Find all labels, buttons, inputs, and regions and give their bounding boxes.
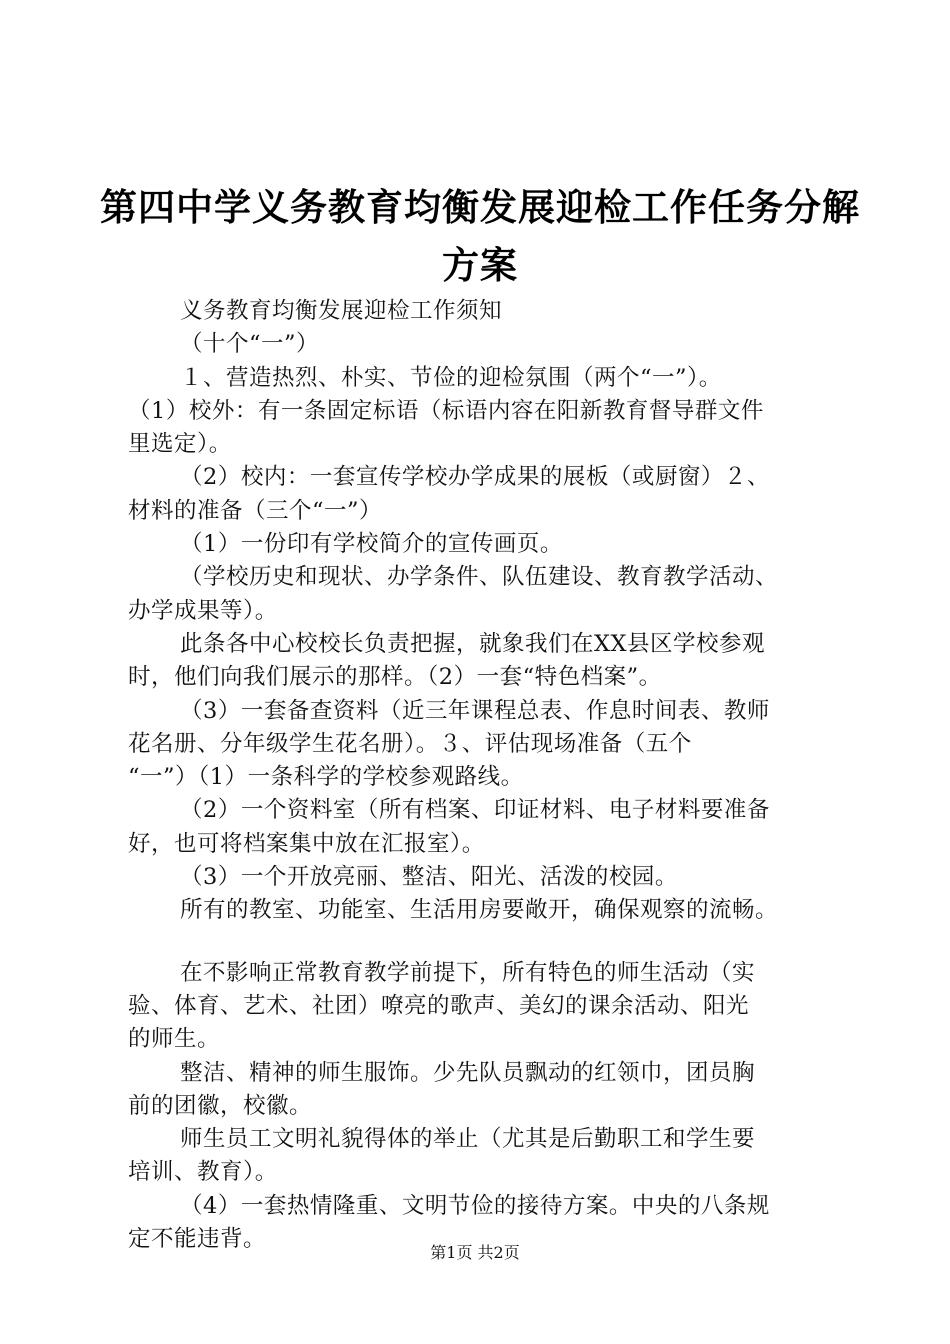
body-line: （2）一个资料室（所有档案、印证材料、电子材料要准备 (180, 797, 770, 824)
body-line: 时，他们向我们展示的那样。（2）一套“特色档案”。 (128, 664, 662, 691)
body-line: （1）一份印有学校简介的宣传画页。 (180, 531, 563, 558)
body-line: （2）校内：一套宣传学校办学成果的展板（或厨窗）２、 (180, 464, 770, 491)
body-line: 在不影响正常教育教学前提下，所有特色的师生活动（实 (180, 959, 756, 986)
body-line: 定不能违背。 (128, 1226, 267, 1253)
body-line: 的师生。 (128, 1026, 221, 1053)
body-line: 培训、教育）。 (128, 1159, 278, 1186)
body-line: 师生员工文明礼貌得体的举止（尤其是后勤职工和学生要 (180, 1126, 756, 1153)
body-line: 花名册、分年级学生花名册）。３、评估现场准备（五个 (128, 730, 692, 757)
body-line: 此条各中心校校长负责把握，就象我们在XX县区学校参观 (180, 630, 766, 657)
body-line: 里选定）。 (128, 431, 232, 458)
body-line: 义务教育均衡发展迎检工作须知 (180, 298, 503, 324)
body-line: 办学成果等）。 (128, 597, 278, 624)
body-line: （1）校外：有一条固定标语（标语内容在阳新教育督导群文件 (128, 397, 764, 424)
body-line: 所有的教室、功能室、生活用房要敞开，确保观察的流畅。 (180, 897, 779, 924)
document-title-line-1: 第四中学义务教育均衡发展迎检工作任务分解 (100, 186, 860, 229)
document-body (128, 295, 848, 1256)
body-line: （3）一套备查资料（近三年课程总表、作息时间表、教师 (180, 697, 770, 724)
body-line: 验、体育、艺术、社团）嘹亮的歌声、美幻的课余活动、阳光 (128, 992, 750, 1019)
body-line: （4）一套热情隆重、文明节俭的接待方案。中央的八条规 (180, 1192, 770, 1219)
body-line: 材料的准备（三个“一”） (128, 497, 383, 524)
body-line: （3）一个开放亮丽、整洁、阳光、活泼的校园。 (180, 864, 678, 891)
body-line: 前的团徽，校徽。 (128, 1092, 313, 1119)
body-line: １、营造热烈、朴实、节俭的迎检氛围（两个“一”）。 (180, 364, 722, 391)
body-line: （十个“一”） (180, 331, 320, 358)
document-title-line-2: 方案 (442, 244, 518, 287)
body-line: “一”）（1）一条科学的学校参观路线。 (128, 764, 524, 791)
body-line: （学校历史和现状、办学条件、队伍建设、教育教学活动、 (180, 564, 779, 591)
page-footer: 第1页 共2页 (430, 1243, 520, 1262)
paragraph-gap (128, 928, 848, 957)
body-line: 整洁、精神的师生服饰。少先队员飘动的红领巾，团员胸 (180, 1059, 756, 1086)
body-line: 好，也可将档案集中放在汇报室）。 (128, 830, 485, 857)
